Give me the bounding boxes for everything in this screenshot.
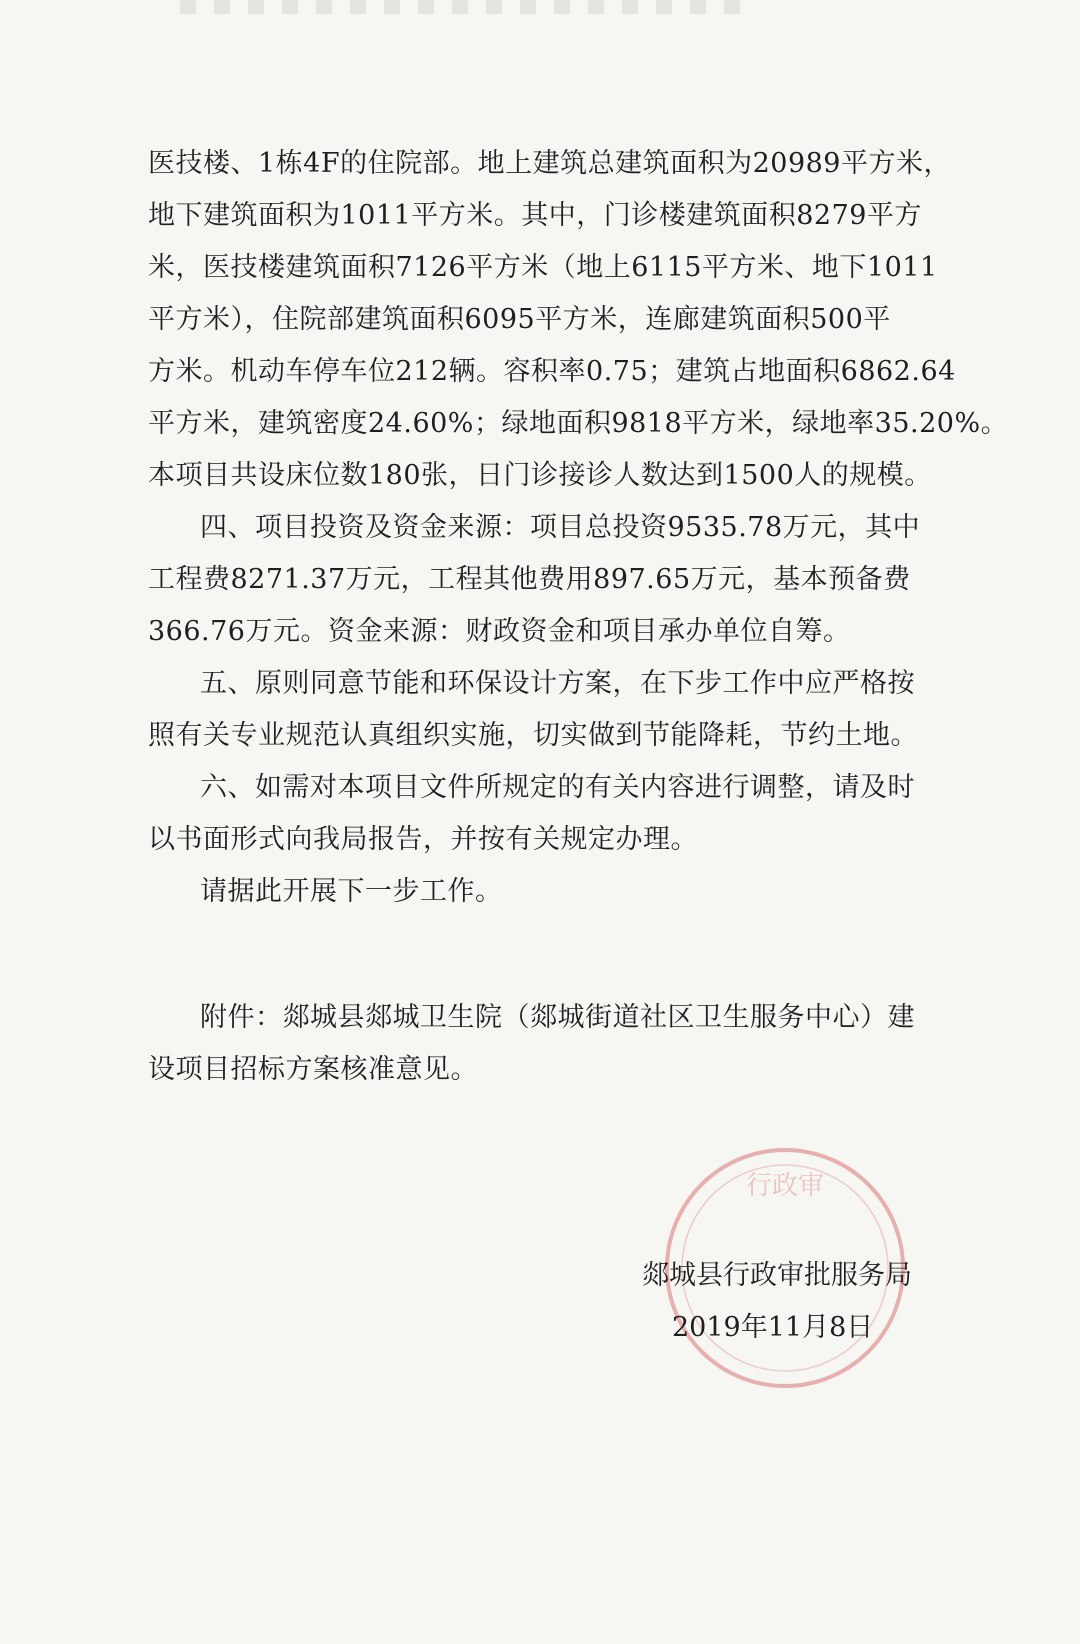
section-four-line: 四、项目投资及资金来源：项目总投资9535.78万元，其中	[200, 512, 921, 543]
body-line: 照有关专业规范认真组织实施，切实做到节能降耗，节约土地。	[148, 720, 918, 751]
section-six-line: 六、如需对本项目文件所规定的有关内容进行调整，请及时	[200, 772, 915, 803]
body-line: 医技楼、1栋4F的住院部。地上建筑总建筑面积为20989平方米，	[148, 148, 951, 179]
previous-page-residue	[180, 0, 740, 14]
body-line: 地下建筑面积为1011平方米。其中，门诊楼建筑面积8279平方	[148, 200, 922, 231]
attachment-line: 设项目招标方案核准意见。	[148, 1054, 478, 1085]
signature-block	[642, 1250, 962, 1354]
body-line: 方米。机动车停车位212辆。容积率0.75；建筑占地面积6862.64	[148, 356, 956, 387]
closing-instruction: 请据此开展下一步工作。	[200, 876, 503, 907]
body-line: 以书面形式向我局报告，并按有关规定办理。	[148, 824, 698, 855]
body-line: 366.76万元。资金来源：财政资金和项目承办单位自筹。	[148, 616, 851, 647]
body-line: 本项目共设床位数180张，日门诊接诊人数达到1500人的规模。	[148, 460, 932, 491]
body-line: 工程费8271.37万元，工程其他费用897.65万元，基本预备费	[148, 564, 911, 595]
issuing-agency: 郯城县行政审批服务局	[642, 1260, 912, 1291]
section-five-line: 五、原则同意节能和环保设计方案，在下步工作中应严格按	[200, 668, 915, 699]
body-line: 平方米），住院部建筑面积6095平方米，连廊建筑面积500平	[148, 304, 891, 335]
attachment-note	[148, 992, 1008, 1096]
body-line: 米，医技楼建筑面积7126平方米（地上6115平方米、地下1011	[148, 252, 938, 283]
body-line: 平方米，建筑密度24.60%；绿地面积9818平方米，绿地率35.20%。	[148, 408, 1009, 439]
attachment-line: 附件：郯城县郯城卫生院（郯城街道社区卫生服务中心）建	[200, 1002, 915, 1033]
issue-date: 2019年11月8日	[672, 1312, 874, 1343]
document-body	[148, 138, 1008, 918]
seal-text: 行政审	[745, 1171, 825, 1201]
